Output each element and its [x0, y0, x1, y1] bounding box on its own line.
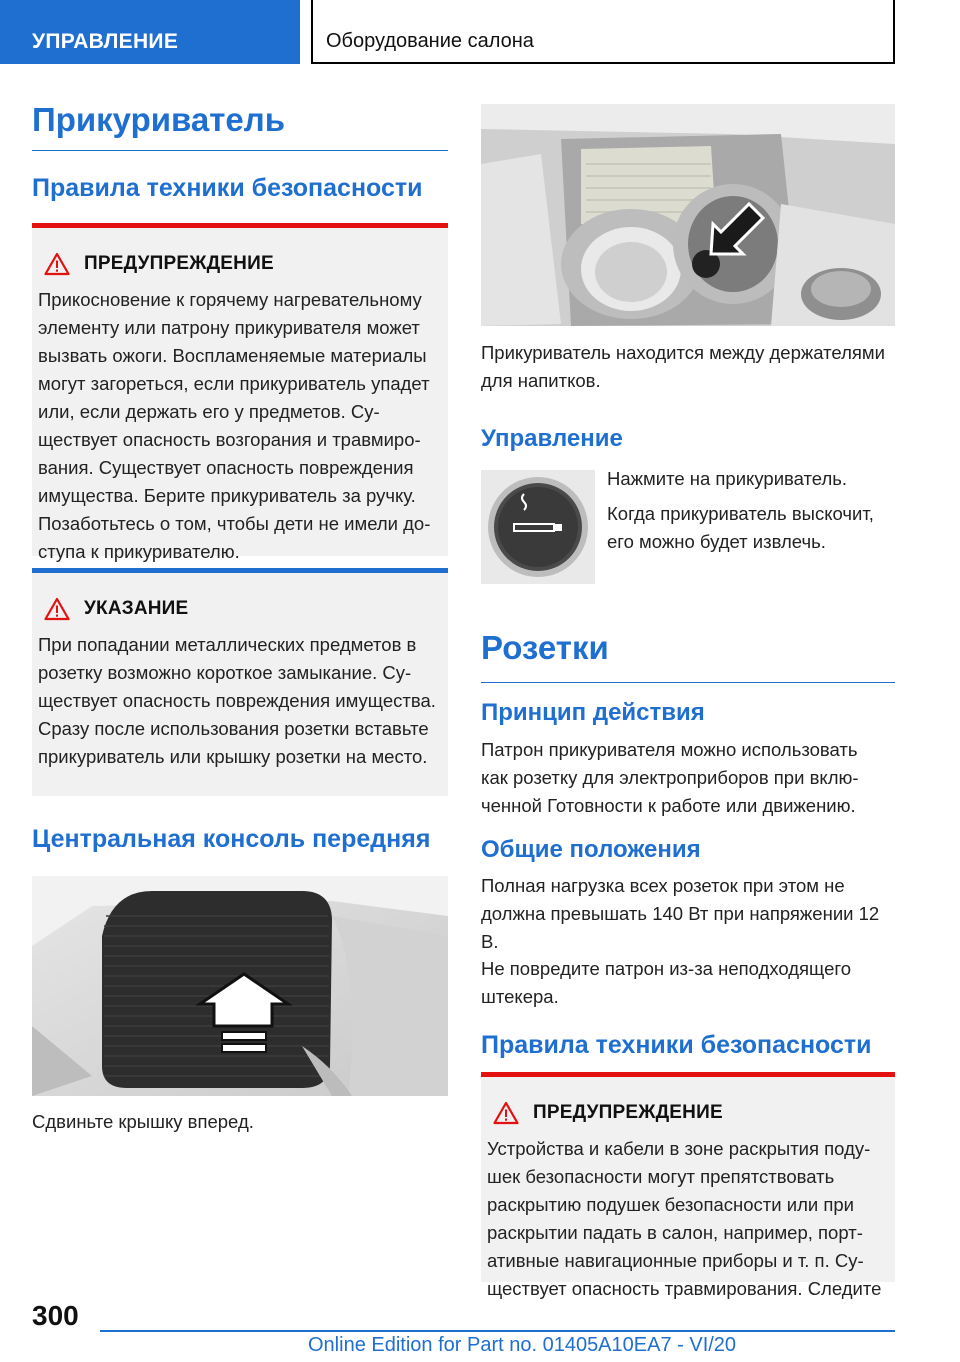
note-header: [38, 597, 440, 621]
sockets-warning-box: [481, 1072, 895, 1299]
section-title: Оборудование салона: [326, 30, 534, 52]
control-text-2: Когда прикуриватель выскочит, его можно будет извлечь.: [607, 503, 874, 552]
console-cover-image: [32, 876, 448, 1096]
edition-link[interactable]: Online Edition for Part no. 01405A10EA7 - VI/20: [308, 1334, 737, 1356]
sockets-warning-header: [487, 1101, 887, 1125]
warning-box: [32, 223, 448, 562]
lighter-button-image: [481, 470, 595, 584]
warning-header: [38, 252, 440, 276]
sockets-warning-label: ПРЕДУПРЕЖДЕНИЕ: [533, 1102, 723, 1123]
sockets-safety-heading: Правила техники безопасности: [481, 1031, 872, 1059]
general-text-2: Не повредите патрон из-за неподходящего штекера.: [481, 958, 851, 1007]
note-label: УКАЗАНИЕ: [84, 597, 189, 619]
warning-triangle-icon: [44, 597, 70, 621]
header-divider-right: [893, 0, 895, 64]
chapter-tab[interactable]: УПРАВЛЕНИЕ: [0, 0, 300, 64]
footer-rule: [100, 1330, 895, 1332]
note-box: [32, 568, 448, 796]
principle-heading: Принцип действия: [481, 699, 705, 726]
console-caption: Сдвиньте крышку вперед.: [32, 1110, 254, 1132]
photo-caption: Прикуриватель находится между держателями для напитков.: [481, 342, 885, 391]
warning-text: Прикосновение к горячему нагревательному элементу или патрону прикуривателя может вызвать ожоги. Воспламеняемые материалы могут загореться, если прикуриватель упадет или, если держать его у предметов. Существует опасность возгорания и травмирования. Существует опасность повреждения имущества. Берите прикуриватель за ручку. Позаботьтесь о том, чтобы дети не имели доступа к прикуривателю.: [38, 288, 431, 562]
warning-triangle-icon: [44, 252, 70, 276]
page-title: Прикуриватель: [32, 100, 448, 151]
left-column: [32, 100, 448, 1136]
sockets-title: Розетки: [481, 628, 895, 683]
control-text-1: Нажмите на прикуриватель.: [607, 468, 848, 489]
header-underline: [311, 62, 895, 64]
cup-holder-image: [481, 104, 895, 326]
safety-heading: Правила техники безопасности: [32, 173, 423, 202]
general-text-1: Полная нагрузка всех розеток при этом не должна превышать 140 Вт при напряжении 12 В.: [481, 875, 880, 952]
general-heading: Общие положения: [481, 836, 701, 863]
warning-label: ПРЕДУПРЕЖДЕНИЕ: [84, 252, 274, 274]
sockets-warning-text: Устройства и кабели в зоне раскрытия подушек безопасности могут препятствовать раскрытию подушек безопасности или при раскрытии падать в салон, например, портативные навигационные приборы и т. п. Существует опасность травмирования. Следите: [487, 1138, 882, 1299]
page-number: 300: [32, 1300, 79, 1331]
warning-triangle-icon: [493, 1101, 519, 1125]
header-divider: [311, 0, 313, 64]
control-heading: Управление: [481, 425, 623, 452]
console-heading: Центральная консоль передняя: [32, 824, 431, 853]
note-text: При попадании металлических предметов в розетку возможно короткое замыкание. Существует опасность повреждения имущества. Сразу после использования розетки вставьте прикуриватель или крышку розетки на место.: [38, 633, 436, 767]
principle-text: Патрон прикуривателя можно использовать как розетку для электроприборов при включенной Готовности к работе или движению.: [481, 739, 859, 816]
